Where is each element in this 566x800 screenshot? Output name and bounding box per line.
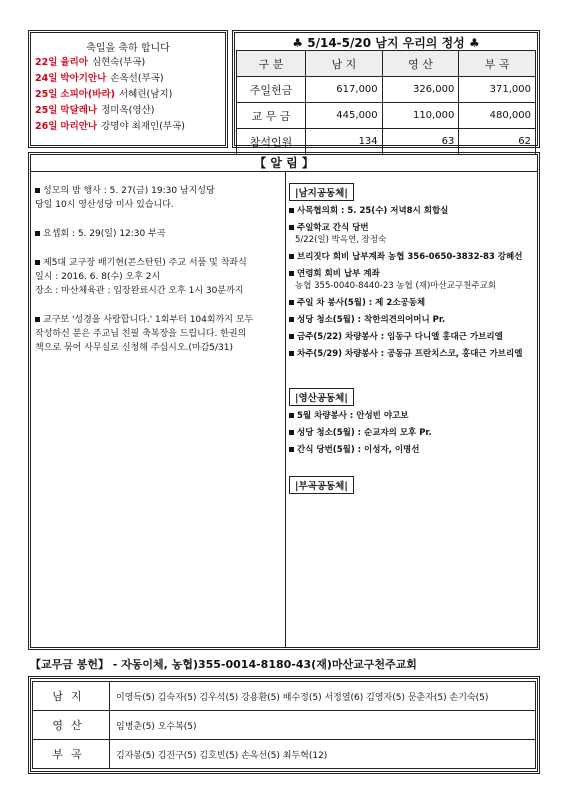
- notice-item: [35, 185, 281, 212]
- row-label: 남지: [33, 682, 110, 711]
- birthday-title: 축일을 축하 합니다: [86, 43, 170, 54]
- community-line-row: [289, 205, 535, 217]
- notice-line: 제5대 교구장 배기현(콘스탄틴) 주교 서품 및 착좌식: [43, 258, 247, 268]
- bullet-icon: [289, 447, 294, 452]
- notice-line-row: [35, 257, 281, 270]
- community-line: 농협 355-0040-8440-23 농협 (재)마산교구천주교회: [295, 281, 496, 291]
- row-label: 참석인원: [237, 129, 306, 155]
- donation-row: [33, 740, 536, 769]
- donation-table: [32, 681, 536, 769]
- notice-line: 교구보 '성경을 사랑합니다.' 1회부터 104회까지 모두: [43, 315, 254, 325]
- offering-row: [237, 129, 536, 155]
- community-group: [289, 181, 535, 360]
- cell-value: 617,000: [306, 77, 383, 103]
- cell-value: 371,000: [459, 77, 536, 103]
- cell-value: 110,000: [382, 103, 459, 129]
- community-item: [289, 268, 535, 292]
- notice-title: 【 알 림 】: [254, 156, 314, 170]
- birthday-date: 25일: [35, 89, 58, 100]
- community-line: 5/22(일) 박옥연, 장정숙: [295, 235, 387, 245]
- community-group: [289, 474, 535, 498]
- birthday-names: 강명야 최재인(부곡): [101, 121, 185, 132]
- club-icon: ♣: [292, 36, 304, 50]
- donation-banner: 【교무금 봉헌】 - 자동이체, 농협)355-0014-8180-43(재)마산교구천주교회: [30, 658, 417, 671]
- notice-item: [35, 257, 281, 298]
- notice-right-column: [289, 181, 535, 516]
- birthday-saint: 율리아: [60, 57, 88, 68]
- cell-value: 445,000: [306, 103, 383, 129]
- birthday-saint: 막달레나: [60, 105, 98, 116]
- bullet-icon: [35, 260, 40, 265]
- notice-left-column: [35, 185, 281, 371]
- cell-value: 480,000: [459, 103, 536, 129]
- community-line: 브리짓다 회비 납부계좌 농협 356-0650-3832-83 강혜선: [297, 252, 523, 262]
- club-icon: ♣: [468, 36, 480, 50]
- community-line-row: [289, 222, 535, 234]
- birthday-saint: 소피아(바라): [60, 89, 115, 100]
- community-item: [289, 205, 535, 217]
- offering-box: [232, 30, 540, 148]
- bullet-icon: [289, 430, 294, 435]
- community-line-row: [289, 331, 535, 343]
- community-line-row: [289, 251, 535, 263]
- community-item: [289, 410, 535, 422]
- birthday-list: [35, 55, 185, 135]
- bullet-icon: [35, 317, 40, 322]
- community-header: |남지공동체|: [289, 183, 354, 201]
- bullet-icon: [35, 188, 40, 193]
- offering-row: [237, 103, 536, 129]
- birthday-date: 24일: [35, 73, 58, 84]
- community-line: 주일학교 간식 당번: [297, 223, 369, 233]
- bullet-icon: [289, 271, 294, 276]
- offering-row: [237, 77, 536, 103]
- notice-item: [35, 228, 281, 241]
- notice-box: [28, 152, 540, 650]
- bullet-icon: [289, 334, 294, 339]
- community-line: 차주(5/29) 차량봉사 : 공동규 프란치스코, 홍대근 가브리엘: [297, 349, 523, 359]
- row-label: 영산: [33, 711, 110, 740]
- bullet-icon: [289, 208, 294, 213]
- community-header: |부곡공동체|: [289, 476, 354, 494]
- notice-line: 요셉회 : 5. 29(일) 12:30 부곡: [43, 229, 166, 239]
- community-item: [289, 427, 535, 439]
- birthday-names: 정미옥(영산): [101, 105, 155, 116]
- community-item: [289, 444, 535, 456]
- birthday-saint: 박아기안나: [60, 73, 107, 84]
- birthday-date: 26일: [35, 121, 58, 132]
- notice-line: 작성하신 분은 주교님 친필 축복장을 드립니다. 한권의: [35, 329, 247, 339]
- row-label: 주일헌금: [237, 77, 306, 103]
- bullet-icon: [289, 413, 294, 418]
- donor-names: 김자봉(5) 김진구(5) 김호빈(5) 손옥선(5) 최두혁(12): [110, 740, 536, 769]
- header-cell: 부 곡: [459, 51, 536, 77]
- community-line-row: [289, 427, 535, 439]
- offering-table: [236, 50, 536, 155]
- community-line: 주일 차 봉사(5월) : 제 2소공동체: [297, 298, 426, 308]
- offering-header-row: [237, 51, 536, 77]
- community-item: [289, 297, 535, 309]
- birthday-names: 심현숙(부곡): [91, 57, 146, 68]
- donor-names: 임병춘(5) 오수복(5): [110, 711, 536, 740]
- community-item: [289, 314, 535, 326]
- community-header: |영산공동체|: [289, 388, 354, 406]
- header-cell: 구 분: [237, 51, 306, 77]
- notice-line-row: [35, 185, 281, 198]
- community-line-row: [289, 444, 535, 456]
- birthday-entry: [35, 71, 185, 87]
- community-line: 5월 차량봉사 : 안성빈 야고보: [297, 411, 409, 421]
- notice-item: [35, 314, 281, 355]
- header-cell: 남 지: [306, 51, 383, 77]
- notice-line: 성모의 밤 행사 : 5. 27(금) 19:30 남지성당: [43, 186, 215, 196]
- notice-line: 책으로 묶어 사무실로 신청해 주십시오.(마감5/31): [35, 343, 234, 353]
- community-line-row: [289, 280, 535, 292]
- community-item: [289, 222, 535, 246]
- cell-value: 62: [459, 129, 536, 155]
- donor-names: 이영득(5) 김숙자(5) 김우석(5) 강용환(5) 배수정(5) 서정열(6) 김영자(5) 문춘자(5) 손기숙(5): [110, 682, 536, 711]
- notice-line: 일시 : 2016. 6. 8(수) 오후 2시: [35, 272, 161, 282]
- bullet-icon: [35, 231, 40, 236]
- community-line: 사목협의회 : 5. 25(수) 저녁8시 회합실: [297, 206, 449, 216]
- community-line: 연령회 회비 납부 계좌: [297, 269, 380, 279]
- cell-value: 63: [382, 129, 459, 155]
- bullet-icon: [289, 225, 294, 230]
- community-line-row: [289, 268, 535, 280]
- row-label: 부곡: [33, 740, 110, 769]
- birthday-entry: [35, 103, 185, 119]
- community-line-row: [289, 348, 535, 360]
- bullet-icon: [289, 317, 294, 322]
- donation-box: [28, 676, 540, 774]
- community-line: 성당 청소(5월) : 착한의견의어머니 Pr.: [297, 315, 446, 325]
- community-line-row: [289, 234, 535, 246]
- community-group: [289, 386, 535, 456]
- community-line-row: [289, 297, 535, 309]
- birthday-date: 22일: [35, 57, 58, 68]
- birthday-entry: [35, 119, 185, 135]
- community-line: 금주(5/22) 차량봉사 : 임동구 다니엘 홍대근 가브리엘: [297, 332, 503, 342]
- donation-row: [33, 682, 536, 711]
- offering-title: 5/14-5/20 남지 우리의 정성: [307, 36, 465, 50]
- bullet-icon: [289, 351, 294, 356]
- row-label: 교 무 금: [237, 103, 306, 129]
- bullet-icon: [289, 300, 294, 305]
- notice-line: 당일 10시 영산성당 미사 있습니다.: [35, 200, 174, 210]
- birthday-names: 손옥선(부곡): [110, 73, 164, 84]
- notice-divider: [285, 172, 286, 647]
- notice-line-row: [35, 314, 281, 327]
- notice-header: [31, 155, 537, 172]
- community-line-row: [289, 314, 535, 326]
- donation-row: [33, 711, 536, 740]
- birthday-entry: [35, 87, 185, 103]
- notice-line: 장소 : 마산체육관 : 입장완료시간 오후 1시 30분까지: [35, 286, 244, 296]
- community-line: 성당 청소(5월) : 순교자의 모후 Pr.: [297, 428, 432, 438]
- offering-title-row: [235, 34, 537, 51]
- community-item: [289, 348, 535, 360]
- notice-line-row: [35, 228, 281, 241]
- community-item: [289, 251, 535, 263]
- birthday-box: [28, 30, 228, 148]
- birthday-names: 서혜린(남지): [118, 89, 173, 100]
- community-line: 간식 당번(5월) : 이성자, 이명선: [297, 445, 420, 455]
- community-item: [289, 331, 535, 343]
- bullet-icon: [289, 254, 294, 259]
- community-line-row: [289, 410, 535, 422]
- cell-value: 134: [306, 129, 383, 155]
- birthday-saint: 마리안나: [60, 121, 98, 132]
- birthday-date: 25일: [35, 105, 58, 116]
- birthday-entry: [35, 55, 185, 71]
- header-cell: 영 산: [382, 51, 459, 77]
- cell-value: 326,000: [382, 77, 459, 103]
